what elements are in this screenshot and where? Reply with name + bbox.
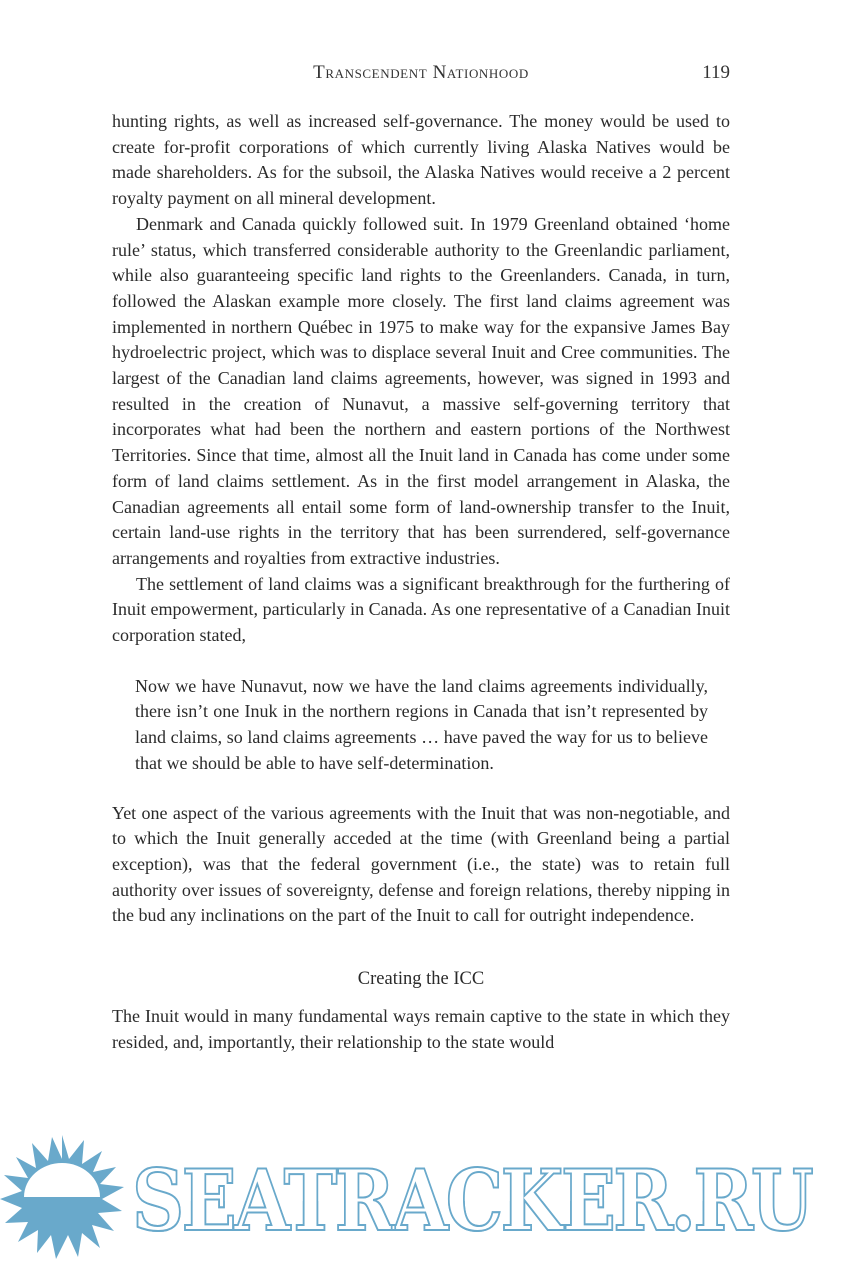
watermark (0, 1135, 843, 1262)
running-head (112, 62, 730, 88)
page-number: 119 (702, 62, 730, 83)
sun-icon (0, 1135, 130, 1262)
page-body (112, 109, 730, 1056)
paragraph: The Inuit would in many fundamental ways remain captive to the state in which they resided, and, importantly, their relationship to the state would (112, 1006, 730, 1052)
paragraph: The settlement of land claims was a significant breakthrough for the furthering of Inuit empowerment, particularly in Canada. As one representative of a Canadian Inuit corporation stated, (112, 573, 730, 646)
paragraph: Denmark and Canada quickly followed suit. In 1979 Greenland obtained ‘home rule’ status, which transferred considerable authority to the Greenlandic parliament, while also guaranteeing specific land rights to the Greenlanders. Canada, in turn, followed the Alaskan example more closely. The first land claims agreement was implemented in northern Québec in 1975 to make way for the expansive James Bay hydroelectric project, which was to displace several Inuit and Cree communities. The largest of the Canadian land claims agreements, however, was signed in 1993 and resulted in the creation of Nunavut, a massive self-governing territory that incorporates what had been the northern and eastern portions of the Northwest Territories. Since that time, almost all the Inuit land in Canada has come under some form of land claims settlement. As in the first model arrangement in Alaska, the Canadian agreements all entail some form of land-ownership transfer to the Inuit, certain land-use rights in the territory that has been surrendered, self-governance arrangements and royalties from extractive industries. (112, 213, 730, 568)
section-heading: Creating the ICC (357, 969, 485, 990)
running-head-title: Transcendent Nationhood (313, 62, 529, 83)
block-quote (135, 674, 708, 777)
paragraph: Yet one aspect of the various agreements with the Inuit that was non-negotiable, and to which the Inuit generally acceded at the time (with Greenland being a partial exception), was that the federal government (i.e., the state) was to retain full authority over issues of sovereignty, defense and foreign relations, thereby nipping in the bud any inclinations on the part of the Inuit to call for outright independence. (112, 802, 730, 926)
paragraph-continued: hunting rights, as well as increased self-governance. The money would be used to create for-profit corporations of which currently living Alaska Natives would be made shareholders. As for the subsoil, the Alaska Natives would receive a 2 percent royalty payment on all mineral development. (112, 111, 730, 209)
watermark-text: SEATRACKER.RU (132, 1151, 812, 1250)
block-quote-text: Now we have Nunavut, now we have the land claims agreements individually, there isn’t one Inuk in the northern regions in Canada that isn’t represented by land claims, so land claims agreements … have paved the way for us to believe that we should be able to have self-determination. (135, 675, 708, 773)
